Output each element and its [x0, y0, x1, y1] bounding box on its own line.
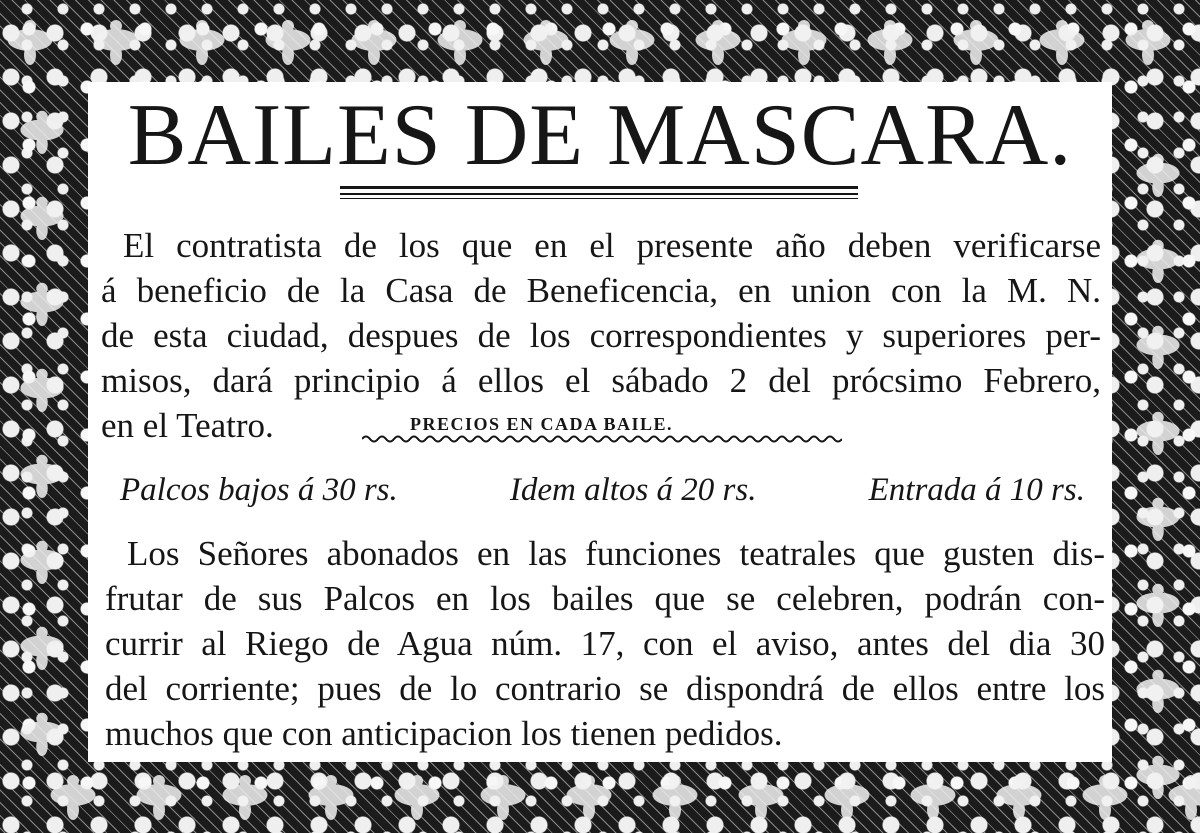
border-motif — [1136, 584, 1179, 627]
paragraph-line: del corriente; pues de lo contrario se dispondrá de ellos entre los — [105, 669, 1105, 708]
border-motif — [20, 283, 63, 326]
border-motif — [1083, 775, 1128, 820]
paragraph-line: misos, dará principio á ellos el sábado 2 del prócsimo Febrero, — [101, 361, 1101, 400]
border-motif — [51, 775, 96, 820]
border-motif — [610, 20, 655, 65]
prices-heading: PRECIOS EN CADA BAILE. — [410, 414, 674, 434]
price-item-palcos-bajos: Palcos bajos á 30 rs. — [120, 472, 398, 508]
title-double-rule — [340, 186, 858, 200]
paragraph-line: en el Teatro. — [101, 406, 274, 445]
border-motif — [1136, 498, 1179, 541]
border-motif — [20, 627, 63, 670]
border-motif — [20, 197, 63, 240]
price-list — [120, 468, 1085, 513]
border-motif — [223, 775, 268, 820]
border-motif — [137, 775, 182, 820]
price-item-entrada: Entrada á 10 rs. — [868, 472, 1085, 508]
border-motif — [266, 20, 311, 65]
border-motif — [1136, 670, 1179, 713]
border-motif — [20, 713, 63, 756]
border-motif — [20, 369, 63, 412]
border-motif — [395, 775, 440, 820]
border-motif — [1126, 20, 1171, 65]
border-motif — [825, 775, 870, 820]
paragraph-line: currir al Riego de Agua núm. 17, con el aviso, antes del dia 30 — [105, 624, 1105, 663]
wavy-underline — [362, 434, 842, 444]
border-motif — [481, 775, 526, 820]
border-motif — [567, 775, 612, 820]
border-motif — [1136, 240, 1179, 283]
paragraph-line: El contratista de los que en el presente año deben verificarse — [123, 226, 1101, 265]
border-motif — [997, 775, 1042, 820]
border-motif — [653, 775, 698, 820]
border-motif — [94, 20, 139, 65]
border-motif — [1136, 412, 1179, 455]
price-item-palcos-altos: Idem altos á 20 rs. — [509, 472, 757, 508]
border-motif — [1040, 20, 1085, 65]
paragraph-line: Los Señores abonados en las funciones teatrales que gusten dis- — [127, 534, 1105, 573]
border-motif — [8, 20, 53, 65]
border-motif — [954, 20, 999, 65]
border-motif — [782, 20, 827, 65]
paragraph-line: de esta ciudad, despues de los correspondientes y superiores per- — [101, 316, 1101, 355]
border-motif — [524, 20, 569, 65]
border-motif — [1136, 326, 1179, 369]
paragraph-line: frutar de sus Palcos en los bailes que se celebren, podrán con- — [105, 579, 1105, 618]
border-motif — [868, 20, 913, 65]
border-motif — [352, 20, 397, 65]
border-motif — [438, 20, 483, 65]
border-motif — [739, 775, 784, 820]
paragraph-line: muchos que con anticipacion los tienen pedidos. — [105, 714, 783, 753]
border-motif — [180, 20, 225, 65]
border-motif — [696, 20, 741, 65]
subscribers-paragraph — [105, 531, 1105, 756]
border-motif — [20, 455, 63, 498]
paragraph-line: á beneficio de la Casa de Beneficencia, en union con la M. N. — [101, 271, 1101, 310]
poster-title: BAILES DE MASCARA. — [127, 87, 1073, 184]
border-motif — [309, 775, 354, 820]
border-motif — [20, 541, 63, 584]
border-motif — [911, 775, 956, 820]
